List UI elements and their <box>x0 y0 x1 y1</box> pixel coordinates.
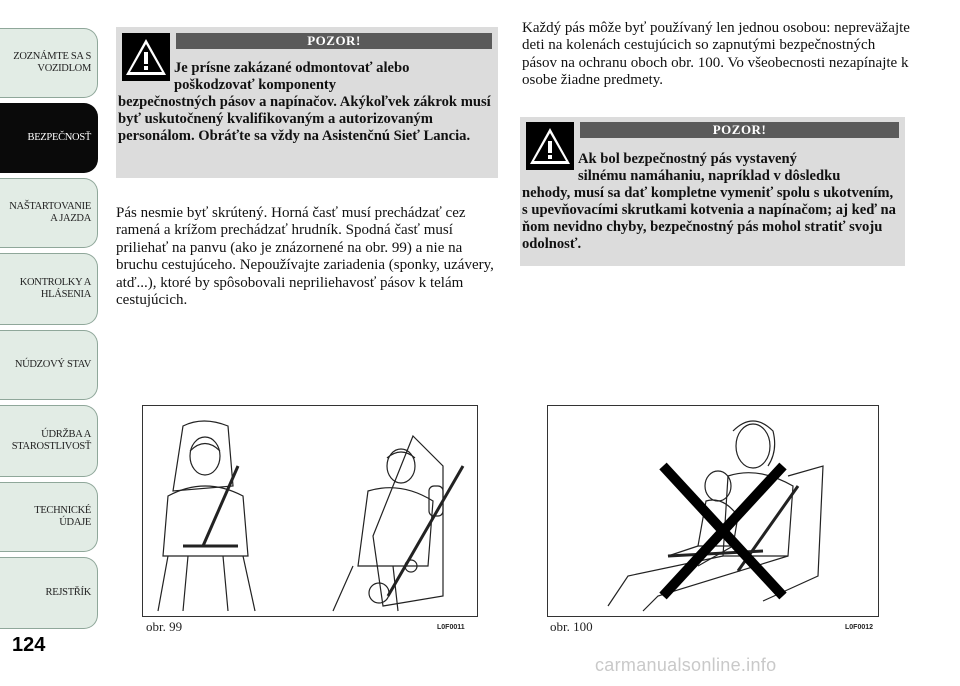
wrong-usage-illustration <box>548 406 878 616</box>
figure-child-on-lap-wrong <box>547 405 879 617</box>
tab-label: NÚDZOVÝ STAV <box>14 359 91 370</box>
warning-text-rest: bezpečnostných pásov a napínačov. Akýkoľvek zákrok musí byť uskutočnený kvalifikovaným a autorizovaným personálom. Obráťte sa vždy na Asistenčnú Sieť Lancia. <box>118 94 491 144</box>
figure-seatbelt-correct <box>142 405 478 617</box>
tab-label: NAŠTARTOVANIE A JAZDA <box>9 201 91 224</box>
tab-label: KONTROLKY A HLÁSENIA <box>19 277 91 300</box>
tab-label: ÚDRŽBA A STAROSTLIVOSŤ <box>11 429 91 452</box>
tab-label: REJSTŘÍK <box>45 587 91 598</box>
warning-title: POZOR! <box>580 122 899 138</box>
warning-line: poškodzovať komponenty <box>174 77 337 93</box>
warning-text <box>118 60 494 145</box>
watermark: carmanualsonline.info <box>595 655 777 675</box>
warning-box <box>116 27 498 178</box>
warning-line: Ak bol bezpečnostný pás vystavený <box>578 151 797 167</box>
figure-code: L0F0012 <box>845 624 874 631</box>
tab-emergency[interactable] <box>0 330 98 400</box>
body-paragraph: Každý pás môže byť používaný len jednou osobou: nepreväžajte deti na kolenách cestujúcich so zapnutými bezpečnostných pásov na ochranu oboch obr. 100. Vo všeobecnosti nezapínajte k osobe žiadne predmety. <box>522 20 910 89</box>
body-paragraph: Pás nesmie byť skrútený. Horná časť musí prechádzať cez ramená a krížom prechádzať hrudník. Spodná časť musí priliehať na panvu (ako je znázornené na obr. 99) a nie na bruchu cestujúceho. Nepoužívajte zariadenia (sponky, uzávery, atď...), ktoré by spôsobovali nepriliehavosť pásov k telám cestujúcich. <box>116 205 494 309</box>
figure-caption: obr. 100 <box>550 619 593 634</box>
tab-index[interactable] <box>0 557 98 629</box>
warning-line: Je prísne zakázané odmontovať alebo <box>174 60 410 76</box>
figure-code: L0F0011 <box>437 624 465 631</box>
warning-box <box>520 117 905 266</box>
tab-starting-driving[interactable] <box>0 178 98 248</box>
tab-technical-data[interactable] <box>0 482 98 552</box>
tab-label: BEZPEČNOSŤ <box>27 132 91 143</box>
warning-text <box>522 151 902 253</box>
tab-label: ZOZNÁMTE SA S VOZIDLOM <box>13 51 91 74</box>
tab-maintenance[interactable] <box>0 405 98 477</box>
tab-label: TECHNICKÉ ÚDAJE <box>34 505 91 528</box>
seatbelt-illustration <box>143 406 477 616</box>
page-number: 124 <box>12 634 46 656</box>
figure-caption: obr. 99 <box>146 619 183 634</box>
tab-warning-lights[interactable] <box>0 253 98 325</box>
warning-text-rest: nehody, musí sa dať kompletne vymeniť spolu s ukotvením, s upevňovacími skrutkami kotvenia a napínačom; aj keď na ňom nevidno chyby, bezpečnostný pás mohol stratiť svoju odolnosť. <box>522 185 896 252</box>
warning-title: POZOR! <box>176 33 492 49</box>
tab-vehicle-intro[interactable] <box>0 28 98 98</box>
tab-safety[interactable] <box>0 103 98 173</box>
warning-line: silnému namáhaniu, napríklad v dôsledku <box>578 168 841 184</box>
